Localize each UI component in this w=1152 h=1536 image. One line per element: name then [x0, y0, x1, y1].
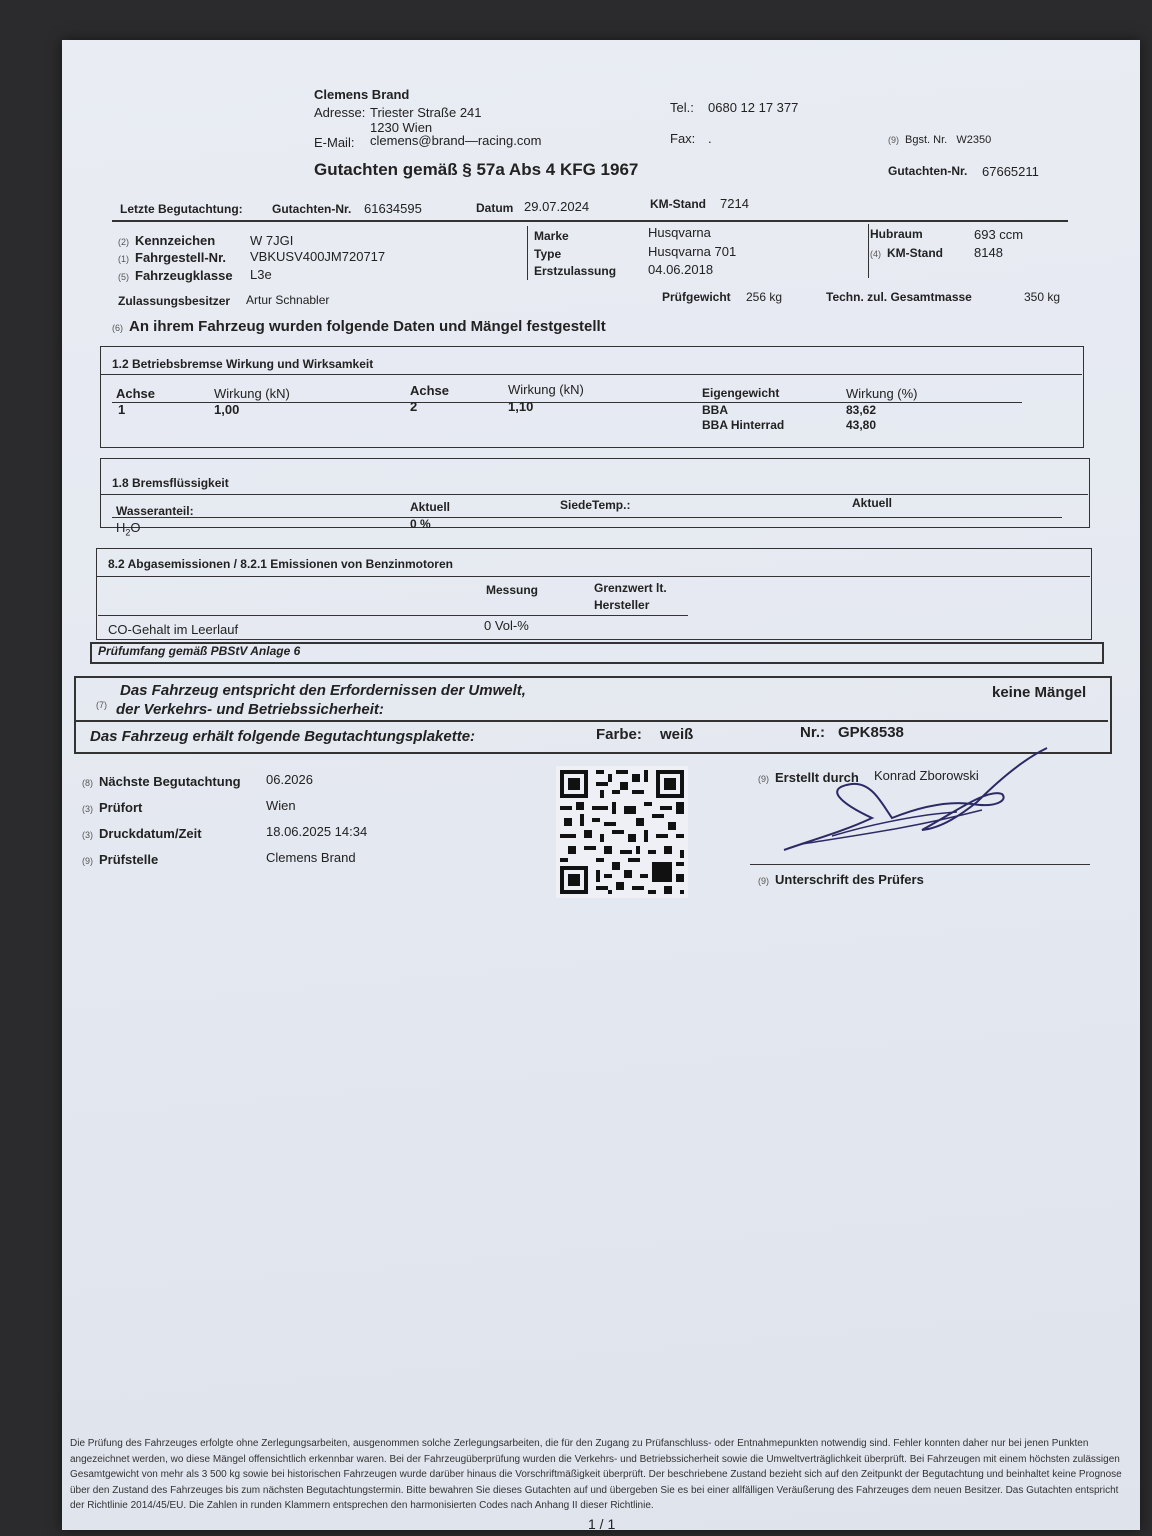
last-nr-label: Gutachten-Nr. [272, 202, 352, 216]
achse-1: 1 [118, 402, 126, 417]
besitzer-value: Artur Schnabler [246, 293, 330, 307]
gutachten-nr: 67665211 [982, 164, 1039, 179]
wirkung-label: Wirkung (kN) [214, 386, 290, 401]
gutachten-nr-label: Gutachten-Nr. [888, 164, 968, 178]
bgst-field: (9) Bgst. Nr. W2350 [888, 134, 992, 146]
klasse-value: L3e [250, 267, 272, 282]
wirkung-1: 1,00 [214, 402, 240, 417]
bba-value: 83,62 [846, 403, 877, 417]
wirkung-pct-label: Wirkung (%) [846, 386, 918, 401]
fax-label: Fax: [670, 131, 696, 146]
gesamtmasse-value: 350 kg [1024, 290, 1061, 304]
kennzeichen-value: W 7JGI [250, 233, 294, 248]
stelle-value: Clemens Brand [266, 850, 356, 865]
achse-2: 2 [410, 399, 418, 414]
qr-code [556, 766, 688, 898]
unterschrift-label: (9) Unterschrift des Prüfers [758, 872, 924, 887]
druck-label: (3) Druckdatum/Zeit [82, 826, 202, 841]
plakette-nr-label: Nr.: [800, 724, 826, 741]
pruefgewicht-label: Prüfgewicht [662, 290, 731, 304]
fax-value: . [708, 131, 712, 146]
divider [112, 220, 1068, 222]
tel-value: 0680 12 17 377 [708, 100, 799, 115]
last-inspection-label: Letzte Begutachtung: [120, 202, 243, 216]
fin-value: VBKUSV400JM720717 [250, 249, 386, 264]
hubraum-label: Hubraum [870, 227, 923, 241]
grenzwert-label-2: Hersteller [594, 598, 650, 612]
type-label: Type [534, 247, 562, 261]
signature-line [750, 864, 1090, 865]
document-page [62, 40, 1140, 1530]
aktuell-value: 0 % [410, 517, 431, 531]
achse2-label: Achse [410, 383, 450, 398]
ez-label: Erstzulassung [534, 264, 617, 278]
last-nr: 61634595 [364, 201, 422, 216]
farbe-value: weiß [660, 726, 694, 743]
email-label: E-Mail: [314, 135, 355, 150]
next-value: 06.2026 [266, 772, 313, 787]
marke-label: Marke [534, 229, 569, 243]
co-label: CO-Gehalt im Leerlauf [108, 622, 239, 637]
bba-hinterrad-value: 43,80 [846, 418, 877, 432]
kennzeichen-label: (2) Kennzeichen [118, 233, 216, 248]
pruefgewicht-value: 256 kg [746, 290, 783, 304]
tel-label: Tel.: [670, 100, 694, 115]
bba-label: BBA [702, 403, 728, 417]
address-line2: 1230 Wien [370, 120, 433, 135]
legal-footer: Die Prüfung des Fahrzeuges erfolgte ohne Zerlegungsarbeiten, ausgenommen solche Zerlegungsarbeiten, die für den Zugang zu Prüfanschluss- oder Entnahmepunkten notwendig sind. Fehler konnten daher nur bei jenen Punkten angezeichnet werden, wo diese Mängel offensichtlich erkennbar waren. Bei der Fahrzeugüberprüfung wurden die Verkehrs- und Betriebssicherheit sowie die Umweltverträglichkeit überprüft. Bei Fahrzeugen mit einem höchsten zulässigen Gesamtgewicht von mehr als 3 500 kg sowie bei historischen Fahrzeugen wurde darüber hinaus die Vorschriftmäßigkeit überprüft. Der beschriebene Zustand bezieht sich auf den Zeitpunkt der Begutachtung und beinhaltet keine Prognose über den Zustand des Fahrzeuges bis zum nächsten Begutachtungstermin. Bitte bewahren Sie dieses Gutachten auf und übergeben Sie es bei einer allfälligen Veräußerung des Fahrzeuges dem neuen Besitzer. Das Gutachten entspricht der Richtlinie 2014/45/EU. Die Zahlen in runden Klammern entsprechen den harmonisierten Codes nach Anhang II dieser Richtlinie. [70, 1438, 1122, 1511]
last-km-label: KM-Stand [650, 197, 706, 211]
divider [97, 576, 1090, 577]
address-label: Adresse: [314, 105, 366, 120]
divider [76, 720, 1108, 722]
eigengewicht-label: Eigengewicht [702, 386, 780, 400]
co-value: 0 Vol-% [484, 618, 529, 633]
result-num: (7) [96, 700, 107, 710]
last-km: 7214 [720, 196, 749, 211]
km-value: 8148 [974, 245, 1003, 260]
type-value: Husqvarna 701 [648, 244, 737, 259]
verdict: keine Mängel [992, 684, 1087, 701]
result-line2: der Verkehrs- und Betriebssicherheit: [116, 701, 384, 718]
erstellt-label: (9) Erstellt durch [758, 770, 859, 785]
next-label: (8) Nächste Begutachtung [82, 774, 241, 789]
wirkung2-label: Wirkung (kN) [508, 382, 584, 397]
km-label: (4) KM-Stand [870, 246, 943, 260]
plakette-label: Das Fahrzeug erhält folgende Begutachtungsplakette: [90, 728, 476, 745]
last-date-label: Datum [476, 201, 514, 215]
siedetemp-label: SiedeTemp.: [560, 498, 631, 512]
plakette-nr: GPK8538 [838, 724, 904, 741]
wasseranteil-label: Wasseranteil: [116, 504, 194, 518]
besitzer-label: Zulassungsbesitzer [118, 294, 231, 308]
result-line1: Das Fahrzeug entspricht den Erfordernissen der Umwelt, [120, 682, 526, 699]
fin-label: (1) Fahrgestell-Nr. [118, 250, 227, 265]
document-title: Gutachten gemäß § 57a Abs 4 KFG 1967 [314, 160, 639, 179]
gesamtmasse-label: Techn. zul. Gesamtmasse [826, 290, 972, 304]
wirkung-2: 1,10 [508, 399, 534, 414]
company-name: Clemens Brand [314, 87, 410, 102]
last-date: 29.07.2024 [524, 199, 590, 214]
ort-label: (3) Prüfort [82, 800, 143, 815]
hubraum-value: 693 ccm [974, 227, 1024, 242]
grenzwert-label-1: Grenzwert lt. [594, 581, 667, 595]
fluid-title: 1.8 Bremsflüssigkeit [112, 476, 229, 490]
achse-label: Achse [116, 386, 156, 401]
page-number: 1 / 1 [588, 1516, 616, 1532]
divider [112, 402, 1022, 403]
stelle-label: (9) Prüfstelle [82, 852, 159, 867]
aktuell2-label: Aktuell [852, 496, 893, 510]
divider [101, 374, 1082, 375]
divider [527, 226, 528, 280]
scope-text: Prüfumfang gemäß PBStV Anlage 6 [98, 644, 301, 658]
ez-value: 04.06.2018 [648, 262, 714, 277]
klasse-label: (5) Fahrzeugklasse [118, 268, 233, 283]
ort-value: Wien [266, 798, 296, 813]
erstellt-value: Konrad Zborowski [874, 768, 979, 783]
druck-value: 18.06.2025 14:34 [266, 824, 368, 839]
divider [98, 615, 688, 616]
divider [868, 224, 869, 278]
divider [112, 517, 1062, 518]
address-line1: Triester Straße 241 [370, 105, 482, 120]
signature-image [772, 744, 1072, 864]
marke-value: Husqvarna [648, 225, 711, 240]
messung-label: Messung [486, 583, 539, 597]
h2o-label: $H_2O$ [116, 520, 141, 538]
email-value: clemens@brand—racing.com [370, 133, 542, 148]
aktuell-label: Aktuell [410, 500, 451, 514]
emission-title: 8.2 Abgasemissionen / 8.2.1 Emissionen von Benzinmotoren [108, 557, 453, 571]
farbe-label: Farbe: [596, 726, 642, 743]
brake-title: 1.2 Betriebsbremse Wirkung und Wirksamkeit [112, 357, 374, 371]
bba-hinterrad-label: BBA Hinterrad [702, 418, 785, 432]
findings-heading: (6) An ihrem Fahrzeug wurden folgende Daten und Mängel festgestellt [112, 318, 606, 335]
divider [101, 494, 1088, 495]
